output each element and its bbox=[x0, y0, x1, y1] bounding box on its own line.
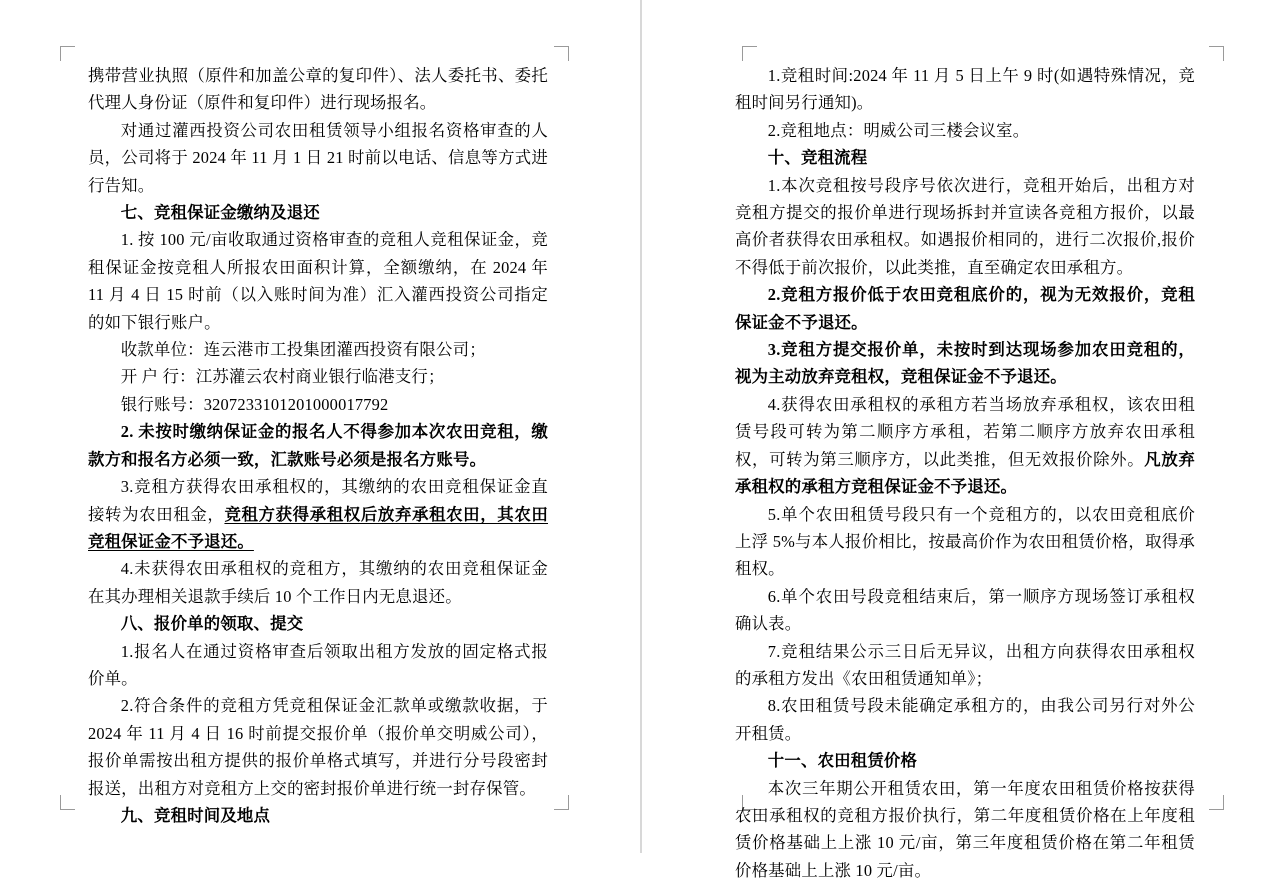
paragraph-bold: 3.竞租方提交报价单，未按时到达现场参加农田竞租的，视为主动放弃竞租权，竞租保证金不予退还。 bbox=[735, 340, 1195, 387]
paragraph-mixed bbox=[88, 473, 548, 555]
section-heading: 十一、农田租赁价格 bbox=[767, 751, 918, 771]
crop-mark-top-left bbox=[742, 46, 757, 61]
section-heading: 七、竞租保证金缴纳及退还 bbox=[120, 203, 320, 223]
paragraph: 4.未获得农田承租权的竞租方，其缴纳的农田竞租保证金在其办理相关退款手续后 10 个工作日内无息退还。 bbox=[88, 559, 548, 606]
paragraph-mixed bbox=[735, 391, 1195, 501]
paragraph: 2.符合条件的竞租方凭竞租保证金汇款单或缴款收据，于 2024 年 11 月 4 日 16 时前提交报价单（报价单交明威公司），报价单需按出租方提供的报价单格式填写，并进行分号段密封报送，出租方对竞租方上交的密封报价单进行统一封存保管。 bbox=[88, 696, 548, 798]
paragraph-lead: 3.竞租方获得农田承租权的，其缴纳的农田竞租保证金直接转为农田租金， bbox=[88, 477, 548, 524]
crop-mark-top-right bbox=[1209, 46, 1224, 61]
paragraph: 携带营业执照（原件和加盖公章的复印件）、法人委托书、委托代理人身份证（原件和复印件）进行现场报名。 bbox=[88, 66, 548, 113]
document-page-left bbox=[0, 0, 641, 853]
section-heading: 九、竞租时间及地点 bbox=[120, 805, 271, 825]
crop-mark-bottom-left bbox=[60, 795, 75, 810]
paragraph: 5.单个农田租赁号段只有一个竞租方的，以农田竞租底价上浮 5%与本人报价相比，按最高价作为农田租赁价格，取得承租权。 bbox=[735, 504, 1195, 579]
crop-mark-bottom-right bbox=[1209, 795, 1224, 810]
section-heading: 八、报价单的领取、提交 bbox=[120, 614, 304, 634]
section-heading: 十、竞租流程 bbox=[767, 148, 868, 168]
crop-mark-top-left bbox=[60, 46, 75, 61]
paragraph: 收款单位：连云港市工投集团灌西投资有限公司； bbox=[120, 340, 486, 360]
paragraph: 1.报名人在通过资格审查后领取出租方发放的固定格式报价单。 bbox=[88, 641, 548, 688]
paragraph: 6.单个农田号段竞租结束后，第一顺序方现场签订承租权确认表。 bbox=[735, 586, 1195, 634]
crop-mark-bottom-right bbox=[554, 795, 569, 810]
paragraph: 8.农田租赁号段未能确定承租方的，由我公司另行对外公开租赁。 bbox=[735, 696, 1195, 743]
paragraph-bold: 2. 未按时缴纳保证金的报名人不得参加本次农田竞租，缴款方和报名方必须一致，汇款账号必须是报名方账号。 bbox=[88, 422, 548, 469]
paragraph: 银行账号：3207233101201000017792 bbox=[120, 394, 389, 414]
page-left-text-column bbox=[88, 62, 548, 829]
paragraph: 2.竞租地点：明威公司三楼会议室。 bbox=[767, 120, 1030, 140]
paragraph-emphasis: 凡放弃承租权的承租方竞租保证金不予退还。 bbox=[735, 449, 1195, 497]
paragraph: 本次三年期公开租赁农田，第一年度农田租赁价格按获得农田承租权的竞租方报价执行，第二年度租赁价格在上年度租赁价格基础上上涨 10 元/亩，第三年度租赁价格在第二年租赁价格基础上上涨 10 元/亩。 bbox=[735, 778, 1195, 880]
paragraph: 1.本次竞租按号段序号依次进行，竞租开始后，出租方对竞租方提交的报价单进行现场拆封并宣读各竞租方报价，以最高价者获得农田承租权。如遇报价相同的，进行二次报价,报价不得低于前次报价，以此类推，直至确定农田承租方。 bbox=[735, 175, 1195, 277]
paragraph: 1. 按 100 元/亩收取通过资格审查的竞租人竞租保证金，竞租保证金按竞租人所报农田面积计算，全额缴纳，在 2024 年 11 月 4 日 15 时前（以入账时间为准）汇入灌西投资公司指定的如下银行账户。 bbox=[88, 230, 548, 332]
paragraph: 对通过灌西投资公司农田租赁领导小组报名资格审查的人员，公司将于 2024 年 11 月 1 日 21 时前以电话、信息等方式进行告知。 bbox=[88, 120, 548, 195]
paragraph: 开 户 行：江苏灌云农村商业银行临港支行； bbox=[120, 367, 445, 387]
paragraph-bold: 2.竞租方报价低于农田竞租底价的，视为无效报价，竞租保证金不予退还。 bbox=[735, 285, 1195, 332]
paragraph-emphasis: 竞租方获得承租权后放弃承租农田，其农田竞租保证金不予退还。 bbox=[88, 504, 548, 551]
paragraph: 1.竞租时间:2024 年 11 月 5 日上午 9 时(如遇特殊情况，竞租时间另行通知)。 bbox=[735, 66, 1195, 113]
document-page-right bbox=[641, 0, 1282, 880]
paragraph: 7.竞租结果公示三日后无异议，出租方向获得农田承租权的承租方发出《农田租赁通知单》； bbox=[735, 641, 1195, 688]
page-right-text-column bbox=[735, 62, 1195, 884]
crop-mark-top-right bbox=[554, 46, 569, 61]
paragraph-lead: 4.获得农田承租权的承租方若当场放弃承租权，该农田租赁号段可转为第二顺序方承租，若第二顺序方放弃农田承租权，可转为第三顺序方，以此类推，但无效报价除外。 bbox=[735, 394, 1195, 469]
